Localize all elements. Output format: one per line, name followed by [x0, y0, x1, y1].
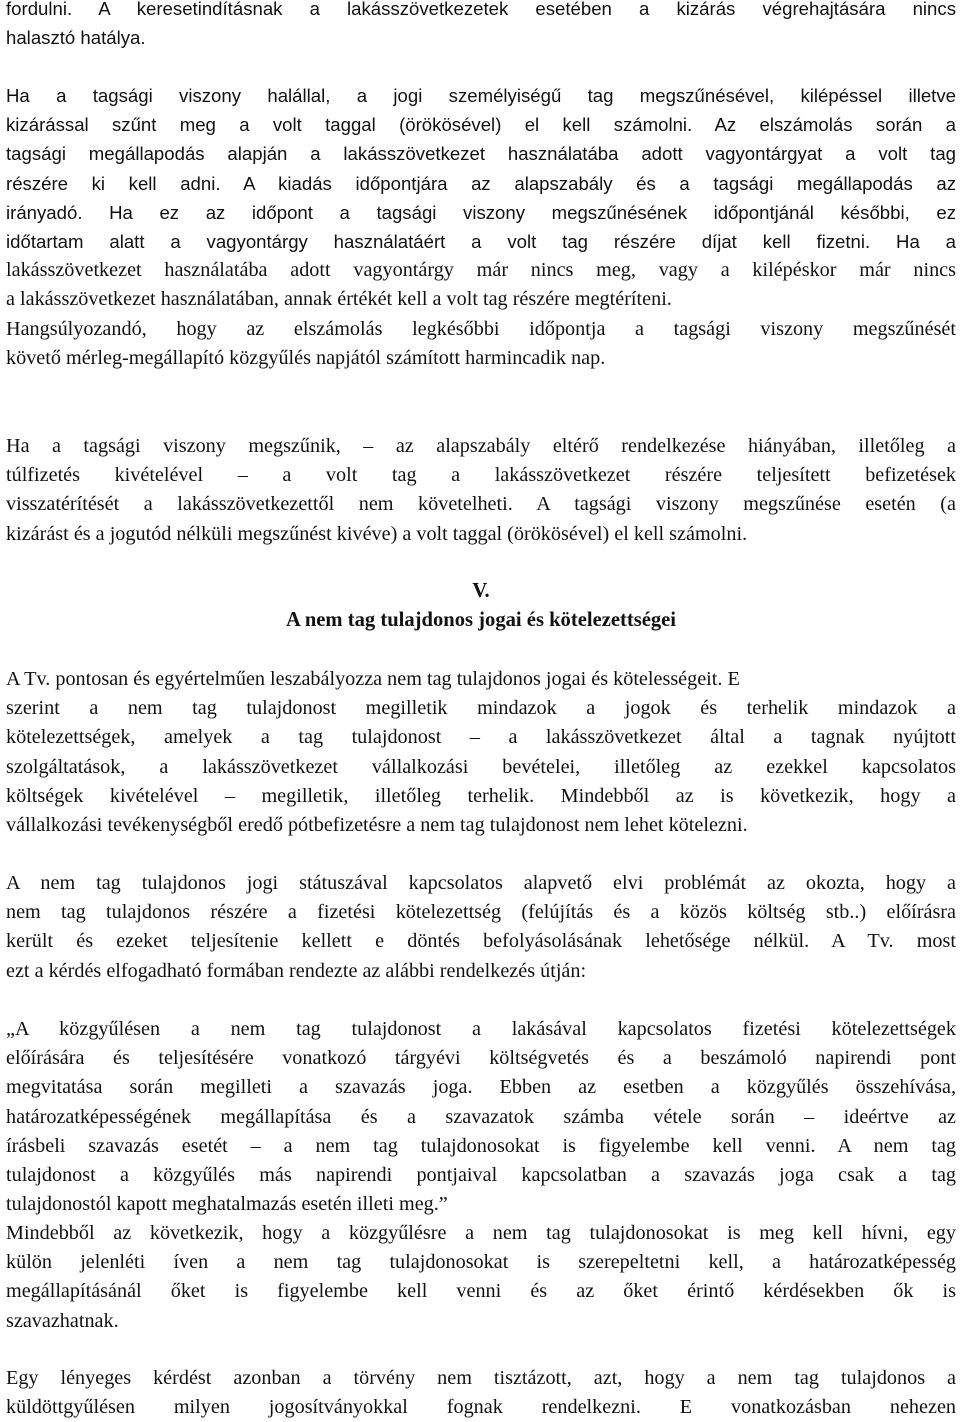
- text-line: tulajdonost a közgyűlés más napirendi pontjaival kapcsolatban a szavazás joga csak a tag: [6, 1163, 956, 1186]
- paragraph-4: [6, 665, 956, 840]
- text-line: A Tv. pontosan és egyértelműen leszabályozza nem tag tulajdonos jogai és kötelességeit. E: [6, 668, 740, 690]
- paragraph-2: [6, 81, 956, 373]
- text-line: került és ezeket teljesítenie kellett e döntés befolyásolásának lehetősége nélkül. A Tv. most: [6, 930, 956, 953]
- text-line: küldöttgyűlésen milyen jogosítványokkal fognak rendelkezni. E vonatkozásban nehezen: [6, 1396, 956, 1419]
- text-line: előírására és teljesítésére vonatkozó tárgyévi költségvetés és a beszámoló napirendi pont: [6, 1047, 956, 1070]
- section-number: V.: [472, 580, 490, 602]
- text-line: kizárással szűnt meg a volt taggal (örökösével) el kell számolni. Az elszámolás során a: [6, 114, 956, 136]
- text-line: irányadó. Ha ez az időpont a tagsági viszony megszűnésének időpontjánál későbbi, ez: [6, 201, 956, 223]
- text-line: kötelezettségek, amelyek a tag tulajdonost – a lakásszövetkezet által a tagnak nyújtott: [6, 726, 956, 749]
- paragraph-6-quote: [6, 1015, 956, 1219]
- text-line: határozatképességének megállapítása és a szavazatok számba vétele során – ideértve az: [6, 1105, 956, 1128]
- text-line: részére ki kell adni. A kiadás időpontjára az alapszabály és a tagsági megállapodás az: [6, 172, 956, 194]
- text-line: szolgáltatások, a lakásszövetkezet vállalkozási bevételei, illetőleg az ezekkel kapcsolatos: [6, 755, 956, 778]
- paragraph-5: [6, 869, 956, 986]
- text-line: megállapításánál őket is figyelembe kell venni és az őket érintő kérdésekben ők is: [6, 1280, 956, 1303]
- text-line: írásbeli szavazás esetét – a nem tag tulajdonosokat is figyelembe kell venni. A nem tag: [6, 1134, 956, 1157]
- text-line: halasztó hatálya.: [6, 27, 146, 49]
- text-line: megvitatása során megilleti a szavazás joga. Ebben az esetben a közgyűlés összehívása,: [6, 1076, 956, 1099]
- text-line: követő mérleg-megállapító közgyűlés napjától számított harmincadik nap.: [6, 346, 606, 369]
- text-line: Ha a tagsági viszony halállal, a jogi személyiségű tag megszűnésével, kilépéssel illetve: [6, 85, 956, 106]
- text-line: Ha a tagsági viszony megszűnik, – az alapszabály eltérő rendelkezése hiányában, illetőleg a: [6, 435, 956, 457]
- text-line: kizárást és a jogutód nélküli megszűnést kivéve) a volt taggal (örökösével) el kell számolni.: [6, 522, 748, 545]
- text-line: a lakásszövetkezet használatában, annak értékét kell a volt tag részére megtéríteni.: [6, 288, 672, 311]
- text-line: visszatérítését a lakásszövetkezettől nem követelheti. A tagsági viszony megszűnése esetén (a: [6, 493, 956, 516]
- text-line: „A közgyűlésen a nem tag tulajdonost a lakásával kapcsolatos fizetési kötelezettségek: [6, 1018, 956, 1040]
- text-line: szerint a nem tag tulajdonost megilletik mindazok a jogok és terhelik mindazok a: [6, 697, 956, 720]
- text-line: túlfizetés kivételével – a volt tag a lakásszövetkezet részére teljesített befizetések: [6, 464, 956, 487]
- text-line: szavazhatnak.: [6, 1309, 119, 1332]
- text-line: tulajdonostól kapott meghatalmazás esetén illeti meg.”: [6, 1193, 448, 1216]
- text-line: időtartam alatt a vagyontárgy használatáért a volt tag részére díjat kell fizetni. Ha a: [6, 230, 956, 252]
- paragraph-1: [6, 0, 956, 52]
- paragraph-3: [6, 432, 956, 549]
- text-line: Egy lényeges kérdést azonban a törvény nem tisztázott, azt, hogy a nem tag tulajdonos a: [6, 1367, 956, 1389]
- text-line: ezt a kérdés elfogadható formában rendezte az alábbi rendelkezés útján:: [6, 959, 587, 982]
- text-line: vállalkozási tevékenységből eredő pótbefizetésre a nem tag tulajdonost nem lehet kötelezni.: [6, 813, 748, 836]
- text-line: Hangsúlyozandó, hogy az elszámolás legkésőbbi időpontja a tagsági viszony megszűnését: [6, 317, 956, 340]
- section-title: A nem tag tulajdonos jogai és kötelezettségei: [285, 609, 677, 631]
- text-line: A nem tag tulajdonos jogi státuszával kapcsolatos alapvető elvi problémát az okozta, hogy a: [6, 872, 956, 894]
- text-line: külön jelenléti íven a nem tag tulajdonosokat is szerepeltetni kell, a határozatképesség: [6, 1251, 956, 1274]
- text-line: fordulni. A keresetindításnak a lakásszövetkezetek esetében a kizárás végrehajtására nincs: [6, 0, 956, 19]
- text-line: tagsági megállapodás alapján a lakásszövetkezet használatába adott vagyontárgyat a volt tag: [6, 143, 956, 165]
- text-line: Mindebből az következik, hogy a közgyűlésre a nem tag tulajdonosokat is meg kell hívni, egy: [6, 1222, 956, 1244]
- paragraph-7: [6, 1219, 956, 1336]
- text-line: nem tag tulajdonos részére a fizetési kötelezettség (felújítás és a közös költség stb..) előírásra: [6, 901, 956, 924]
- text-line: költségek kivételével – megilletik, illetőleg terhelik. Mindebből az is következik, hogy a: [6, 784, 956, 807]
- text-line: lakásszövetkezet használatába adott vagyontárgy már nincs meg, vagy a kilépéskor már nincs: [6, 259, 956, 282]
- paragraph-8: [6, 1364, 956, 1422]
